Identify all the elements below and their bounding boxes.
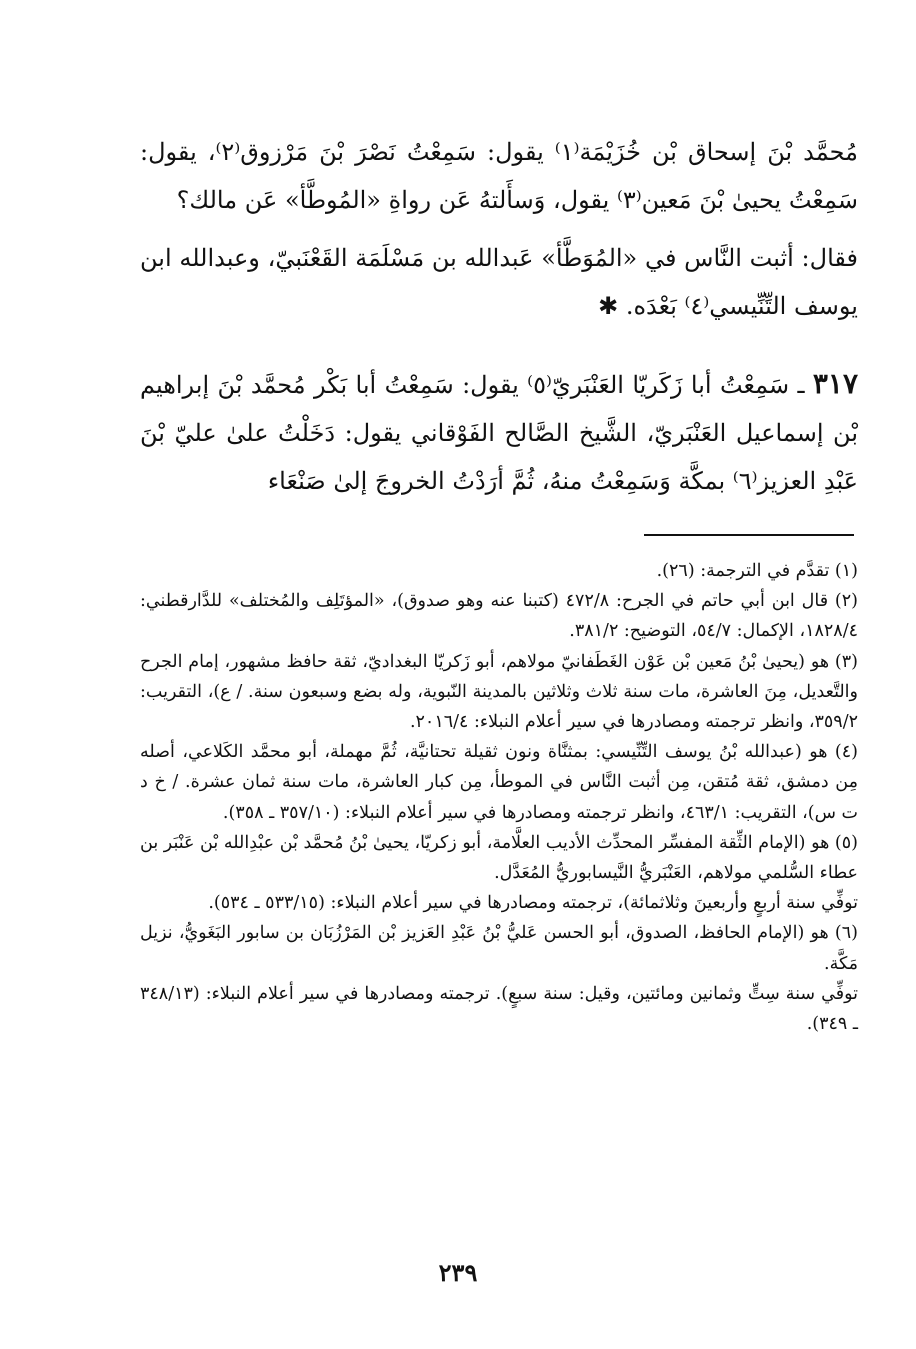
paragraph-spacer — [140, 224, 858, 234]
paragraph-entry-317 — [140, 360, 858, 505]
footnote-4: (٤) هو (عبدالله بْنُ يوسف التِّنِّيسي: بمثنَّاة ونون ثقيلة تحتانيَّة، ثُمَّ مهملة، أبو محمَّد الكَلاعي، أصله مِن دمشق، ثقة مُتقن، مِن أثبت النَّاس في الموطأ، مِن كبار العاشرة، مات سنة ثمان عشرة. / خ د ت س)، التقريب: ٤٦٣/١، وانظر ترجمته ومصادرها في سير أعلام النبلاء: (٣٥٧/١٠ ـ ٣٥٨). — [140, 742, 858, 823]
footnote-3: (٣) هو (يحيىٰ بْنُ مَعين بْن عَوْن الغَطَفانيّ مولاهم، أبو زَكريّا البغداديّ، ثقة حافظ مشهور، إمام الجرح والتَّعديل، مِنَ العاشرة، مات سنة ثلاث وثلاثين بالمدينة النّبوية، وله بضع وسبعون سنة. / ع)، التقريب: ٣٥٩/٢، وانظر ترجمته ومصادرها في سير أعلام النبلاء: ٢٠١٦/٤. — [140, 651, 858, 733]
footnote-separator — [644, 534, 854, 536]
footnote-6-continued: توفِّي سنة سِتٍّ وثمانين ومائتين، وقيل: سنة سبعٍ). ترجمته ومصادرها في سير أعلام النبلاء: (٣٤٨/١٣ ـ ٣٤٩). — [140, 983, 858, 1035]
footnote-6: (٦) هو (الإمام الحافظ، الصدوق، أبو الحسن عَليُّ بْنُ عَبْدِ العَزيز بْن المَرْزُبَان بن سابور البَغَويُّ، نزيل مَكَّة. — [140, 923, 858, 974]
footnote-2: (٢) قال ابن أبي حاتم في الجرح: ٤٧٢/٨ (كتبنا عنه وهو صدوق)، «المؤتَلِف والمُختلف» للدَّارقطني: ١٨٢٨/٤، الإكمال: ٥٤/٧، التوضيح: ٣٨١/٢. — [140, 591, 858, 642]
footnotes — [140, 556, 858, 1039]
entry-number: ٣١٧ — [812, 367, 858, 400]
main-text — [140, 128, 858, 505]
paragraph-hadith-chain: مُحمَّد بْنَ إسحاق بْن خُزَيْمَة⁽١⁾ يقول: سَمِعْتُ نَصْرَ بْنَ مَرْزوق⁽٢⁾، يقول: سَمِعْتُ يحيىٰ بْنَ مَعين⁽٣⁾ يقول، وَسأَلتهُ عَن رواةِ «المُوطَّأ» عَن مالك؟ — [140, 138, 858, 214]
page-number: ٢٣٩ — [438, 1258, 478, 1287]
footnote-1: (١) تقدَّم في الترجمة: (٢٦). — [656, 561, 858, 581]
paragraph-spacer — [140, 330, 858, 360]
footnote-5: (٥) هو (الإمام الثِّقة المفسِّر المحدِّث الأديب العلَّامة، أبو زكريّا، يحيىٰ بْنُ مُحمَّد بْن عبْدِالله بْن عَنْبَر بن عطاء السُّلمي مولاهم، العَنْبَريُّ النَّيسابوريُّ المُعَدَّل. — [140, 832, 858, 884]
entry-text: ـ سَمِعْتُ أبا زَكَريّا العَنْبَريّ⁽٥⁾ يقول: سَمِعْتُ أبا بَكْر مُحمَّد بْنَ إبراهيم بْن إسماعيل العَنْبَريّ، الشَّيخ الصَّالح الفَوْقاني يقول: دَخَلْتُ علىٰ عليّ بْنَ عَبْدِ العزيز⁽٦⁾ بمكَّة وَسَمِعْتُ منهُ، ثُمَّ أرَدْتُ الخروجَ إلىٰ صَنْعَاء — [140, 371, 859, 495]
footnote-5-continued: توفِّي سنة أربعٍ وأربعينَ وثلاثمائة)، ترجمته ومصادرها في سير أعلام النبلاء: (٥٣٣/١٥ ـ ٥٣٤). — [208, 893, 858, 914]
paragraph-answer: فقال: أثبت النَّاس في «المُوَطَّأ» عَبدالله بن مَسْلَمَة القَعْنَبيّ، وعبدالله ابن يوسف التِّنِّيسي⁽٤⁾ بَعْدَه. ✱ — [140, 244, 858, 320]
